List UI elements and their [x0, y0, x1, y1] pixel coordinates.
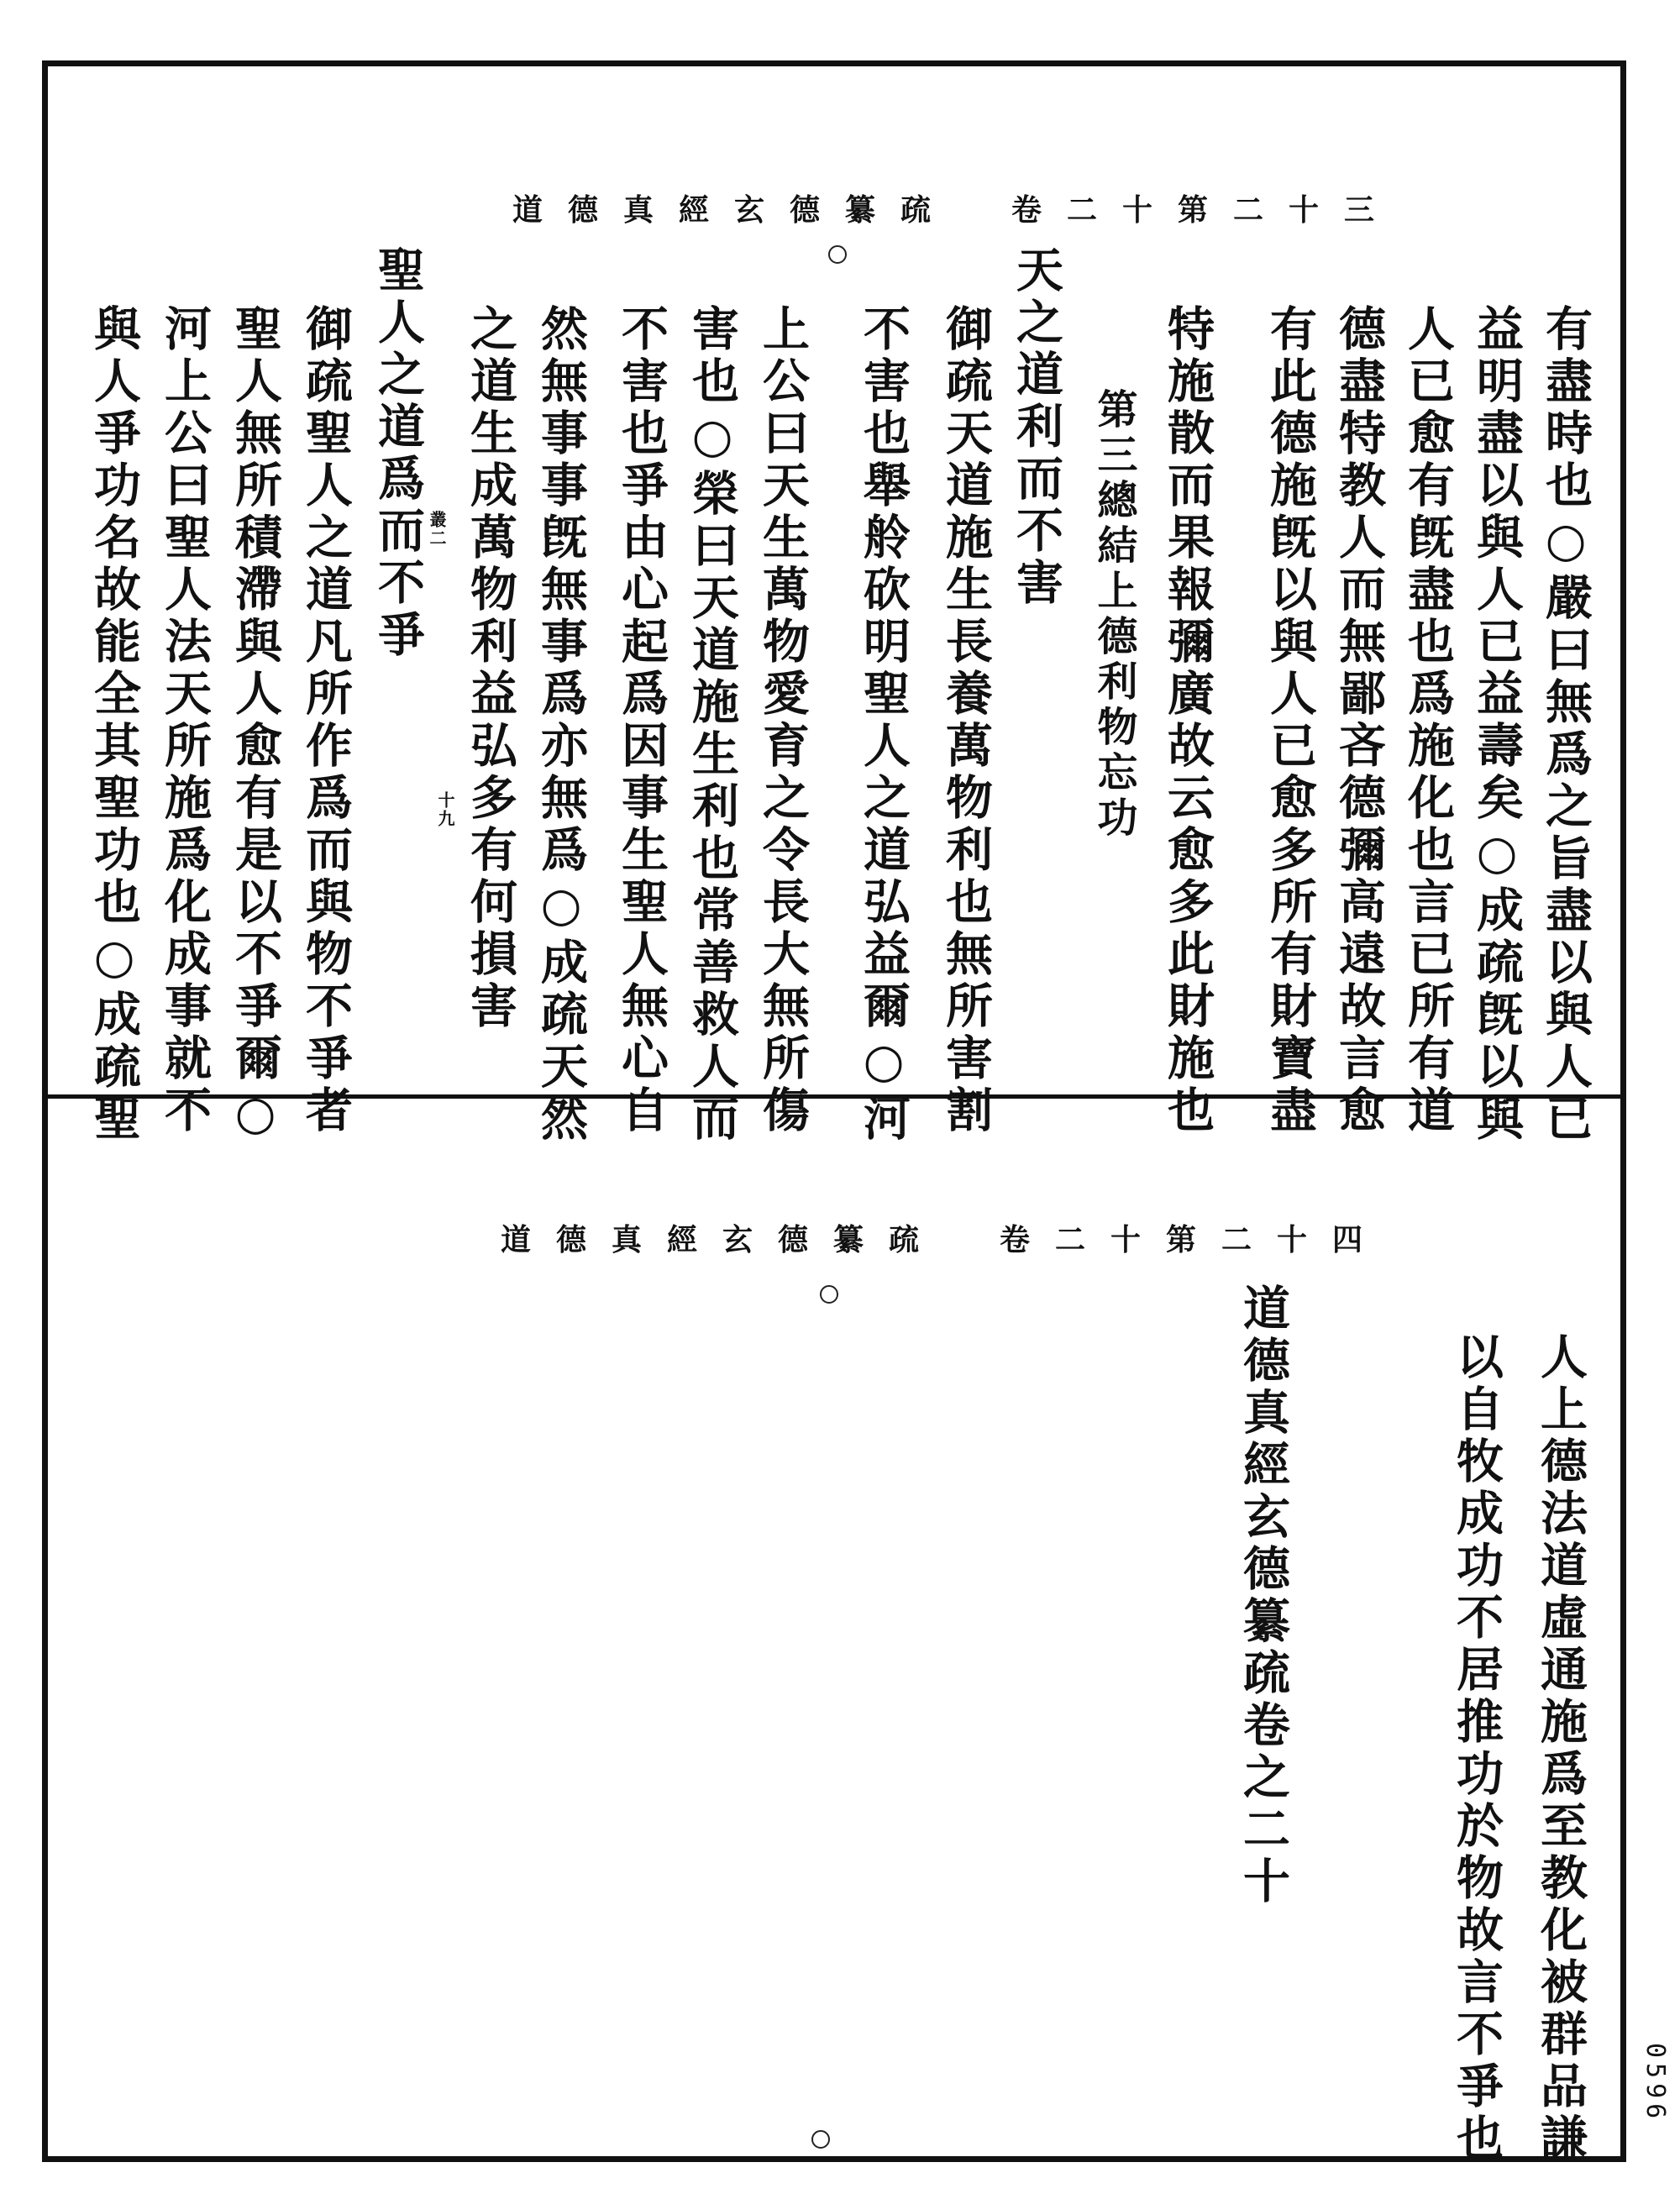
text-column: 之道生成萬物利益弘多有何損害: [463, 304, 518, 1033]
text-column: 御疏天道施生長養萬物利也無所害割: [938, 304, 994, 1137]
annotation-mark: 叢二: [427, 511, 447, 548]
text-column: 不害也舉舲砍明聖人之道弘益爾○河: [856, 304, 911, 1146]
main-text-column: 天之道利而不害: [1009, 245, 1064, 610]
text-column: 有此德施旣以與人已愈多所有財寶盡: [1263, 304, 1318, 1137]
circle-mark: [828, 245, 847, 264]
main-text-column: 聖人之道爲而不爭: [370, 245, 426, 662]
volume-title: 道德真經玄德纂疏卷之二十: [1236, 1283, 1291, 1908]
text-column: 害也○榮曰天道施生利也常善救人而: [685, 304, 740, 1146]
section-heading: 第三總結上德利物忘功: [1090, 388, 1137, 842]
page-number: 0596: [1641, 2043, 1670, 2124]
circle-mark: [820, 1285, 838, 1304]
text-column: 河上公曰聖人法天所施爲化成事就不: [157, 304, 213, 1137]
text-column: 以自牧成功不居推功於物故言不爭也: [1449, 1332, 1504, 2165]
text-column: 人已愈有旣盡也爲施化也言已所有道: [1400, 304, 1456, 1137]
text-column: 然無事事旣無事爲亦無爲○成疏天然: [533, 304, 589, 1146]
text-column: 聖人無所積滯與人愈有是以不爭爾○: [228, 304, 283, 1146]
top-page-header: 道德真經玄德纂疏 卷二十第二十三: [512, 192, 1400, 228]
text-column: 與人爭功名故能全其聖功也○成疏聖: [87, 304, 142, 1146]
bottom-page-header: 道德真經玄德纂疏 卷二十第二十四: [501, 1222, 1389, 1257]
text-column: 上公曰天生萬物愛育之令長大無所傷: [755, 304, 811, 1137]
text-column: 不害也爭由心起爲因事生聖人無心自: [614, 304, 669, 1137]
text-column: 人上德法道虛通施爲至教化被群品謙: [1533, 1332, 1588, 2165]
annotation-mark: 十九: [435, 791, 455, 828]
text-column: 御疏聖人之道凡所作爲而與物不爭者: [298, 304, 354, 1137]
text-column: 德盡特教人而無鄙吝德彌高遠故言愈: [1331, 304, 1387, 1137]
text-column: 益明盡以與人已益壽矣○成疏旣以與: [1469, 304, 1525, 1146]
circle-mark: [811, 2130, 830, 2149]
text-column: 特施散而果報彌廣故云愈多此財施也: [1160, 304, 1215, 1137]
text-column: 有盡時也○嚴曰無爲之旨盡以與人已: [1538, 304, 1593, 1146]
